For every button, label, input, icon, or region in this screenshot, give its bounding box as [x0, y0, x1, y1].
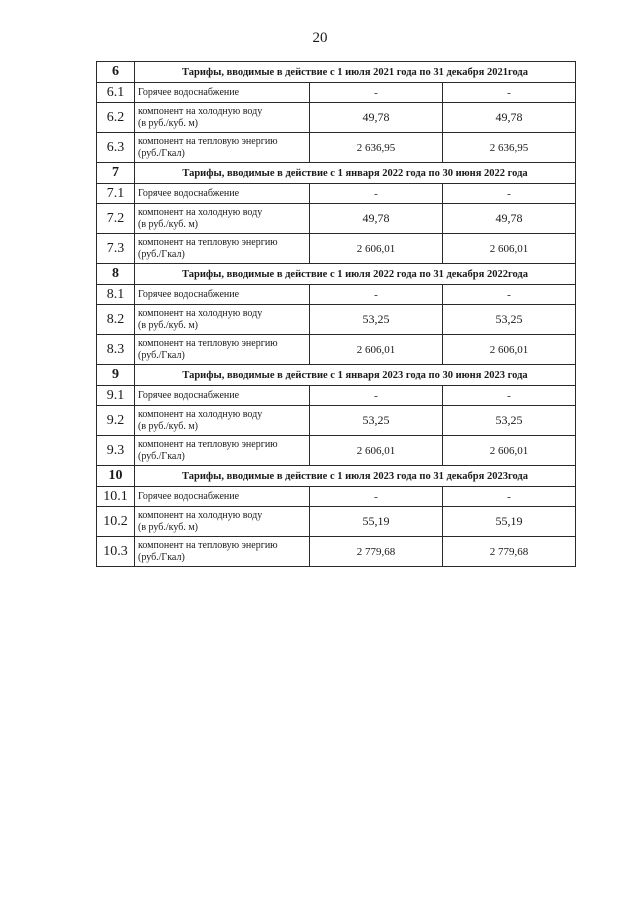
- row-number: 10.2: [97, 507, 135, 537]
- table-row: [97, 204, 576, 234]
- row-name: [135, 204, 310, 234]
- value-cell-1: -: [310, 184, 443, 204]
- row-name-line: (руб./Гкал): [138, 551, 185, 563]
- value-cell-1: 53,25: [310, 305, 443, 335]
- row-name: [135, 436, 310, 466]
- row-name-line: (в руб./куб. м): [138, 420, 198, 432]
- value-cell-1: 55,19: [310, 507, 443, 537]
- row-name-line: Горячее водоснабжение: [138, 187, 240, 199]
- value-cell-1: 2 779,68: [310, 537, 443, 567]
- row-name-line: компонент на холодную воду: [138, 207, 263, 218]
- row-name-line: компонент на холодную воду: [138, 308, 263, 319]
- value-cell-2: 2 779,68: [443, 537, 576, 567]
- value-cell-2: 2 606,01: [443, 234, 576, 264]
- table-row: [97, 234, 576, 264]
- value-cell-1: 2 606,01: [310, 436, 443, 466]
- row-number: 7.2: [97, 204, 135, 234]
- section-number: 7: [97, 163, 135, 184]
- section-header-row: [97, 365, 576, 386]
- row-name-line: (руб./Гкал): [138, 248, 185, 260]
- row-name: [135, 285, 310, 305]
- row-number: 6.2: [97, 103, 135, 133]
- tariff-table-body: [97, 62, 576, 567]
- page-number: 20: [312, 30, 328, 46]
- value-cell-1: 49,78: [310, 204, 443, 234]
- value-cell-2: 53,25: [443, 305, 576, 335]
- row-name-line: (в руб./куб. м): [138, 521, 198, 533]
- row-name-line: компонент на тепловую энергию: [138, 439, 278, 450]
- value-cell-1: 2 606,01: [310, 335, 443, 365]
- value-cell-2: 53,25: [443, 406, 576, 436]
- row-name-line: (в руб./куб. м): [138, 117, 198, 129]
- section-number: 9: [97, 365, 135, 386]
- value-cell-2: -: [443, 386, 576, 406]
- section-number: 6: [97, 62, 135, 83]
- row-name: [135, 234, 310, 264]
- row-name-line: компонент на тепловую энергию: [138, 540, 278, 551]
- value-cell-2: -: [443, 285, 576, 305]
- row-number: 7.1: [97, 184, 135, 204]
- table-row: [97, 335, 576, 365]
- value-cell-2: 49,78: [443, 204, 576, 234]
- value-cell-2: -: [443, 184, 576, 204]
- row-name-line: (в руб./куб. м): [138, 218, 198, 230]
- row-number: 8.1: [97, 285, 135, 305]
- section-title: Тарифы, вводимые в действие с 1 июля 2023 года по 31 декабря 2023года: [135, 466, 576, 487]
- tariff-table: [96, 61, 576, 567]
- table-row: [97, 133, 576, 163]
- value-cell-1: 49,78: [310, 103, 443, 133]
- row-name-line: компонент на тепловую энергию: [138, 136, 278, 147]
- row-name: [135, 305, 310, 335]
- row-number: 8.3: [97, 335, 135, 365]
- table-row: [97, 537, 576, 567]
- value-cell-2: 2 636,95: [443, 133, 576, 163]
- section-number: 8: [97, 264, 135, 285]
- row-number: 9.3: [97, 436, 135, 466]
- row-name-line: компонент на тепловую энергию: [138, 338, 278, 349]
- value-cell-2: -: [443, 83, 576, 103]
- table-row: [97, 285, 576, 305]
- value-cell-1: -: [310, 386, 443, 406]
- row-number: 6.3: [97, 133, 135, 163]
- section-header-row: [97, 466, 576, 487]
- row-name-line: (руб./Гкал): [138, 349, 185, 361]
- section-title: Тарифы, вводимые в действие с 1 января 2022 года по 30 июня 2022 года: [135, 163, 576, 184]
- row-name: [135, 83, 310, 103]
- value-cell-1: -: [310, 487, 443, 507]
- row-number: 8.2: [97, 305, 135, 335]
- row-name: [135, 184, 310, 204]
- table-row: [97, 386, 576, 406]
- table-row: [97, 83, 576, 103]
- row-name-line: Горячее водоснабжение: [138, 86, 240, 98]
- row-name-line: (в руб./куб. м): [138, 319, 198, 331]
- row-name: [135, 103, 310, 133]
- row-number: 10.3: [97, 537, 135, 567]
- row-number: 6.1: [97, 83, 135, 103]
- row-name-line: компонент на холодную воду: [138, 409, 263, 420]
- section-title: Тарифы, вводимые в действие с 1 июля 2021 года по 31 декабря 2021года: [135, 62, 576, 83]
- row-name-line: компонент на тепловую энергию: [138, 237, 278, 248]
- row-name: [135, 487, 310, 507]
- table-row: [97, 507, 576, 537]
- value-cell-2: 2 606,01: [443, 335, 576, 365]
- row-name: [135, 386, 310, 406]
- value-cell-1: 2 606,01: [310, 234, 443, 264]
- value-cell-2: 55,19: [443, 507, 576, 537]
- value-cell-1: 53,25: [310, 406, 443, 436]
- row-number: 9.1: [97, 386, 135, 406]
- section-title: Тарифы, вводимые в действие с 1 июля 2022 года по 31 декабря 2022года: [135, 264, 576, 285]
- table-row: [97, 487, 576, 507]
- row-name: [135, 406, 310, 436]
- row-name: [135, 335, 310, 365]
- table-row: [97, 184, 576, 204]
- row-name: [135, 507, 310, 537]
- row-number: 7.3: [97, 234, 135, 264]
- value-cell-1: 2 636,95: [310, 133, 443, 163]
- table-row: [97, 406, 576, 436]
- row-name-line: Горячее водоснабжение: [138, 490, 240, 502]
- value-cell-1: -: [310, 83, 443, 103]
- row-name-line: (руб./Гкал): [138, 147, 185, 159]
- row-name-line: компонент на холодную воду: [138, 106, 263, 117]
- value-cell-2: 49,78: [443, 103, 576, 133]
- row-name-line: Горячее водоснабжение: [138, 389, 240, 401]
- value-cell-2: 2 606,01: [443, 436, 576, 466]
- section-header-row: [97, 163, 576, 184]
- value-cell-2: -: [443, 487, 576, 507]
- row-number: 9.2: [97, 406, 135, 436]
- table-row: [97, 436, 576, 466]
- row-name-line: (руб./Гкал): [138, 450, 185, 462]
- value-cell-1: -: [310, 285, 443, 305]
- row-name-line: компонент на холодную воду: [138, 510, 263, 521]
- table-row: [97, 103, 576, 133]
- section-title: Тарифы, вводимые в действие с 1 января 2023 года по 30 июня 2023 года: [135, 365, 576, 386]
- row-name: [135, 133, 310, 163]
- section-header-row: [97, 264, 576, 285]
- table-row: [97, 305, 576, 335]
- section-number: 10: [97, 466, 135, 487]
- section-header-row: [97, 62, 576, 83]
- row-name: [135, 537, 310, 567]
- row-name-line: Горячее водоснабжение: [138, 288, 240, 300]
- row-number: 10.1: [97, 487, 135, 507]
